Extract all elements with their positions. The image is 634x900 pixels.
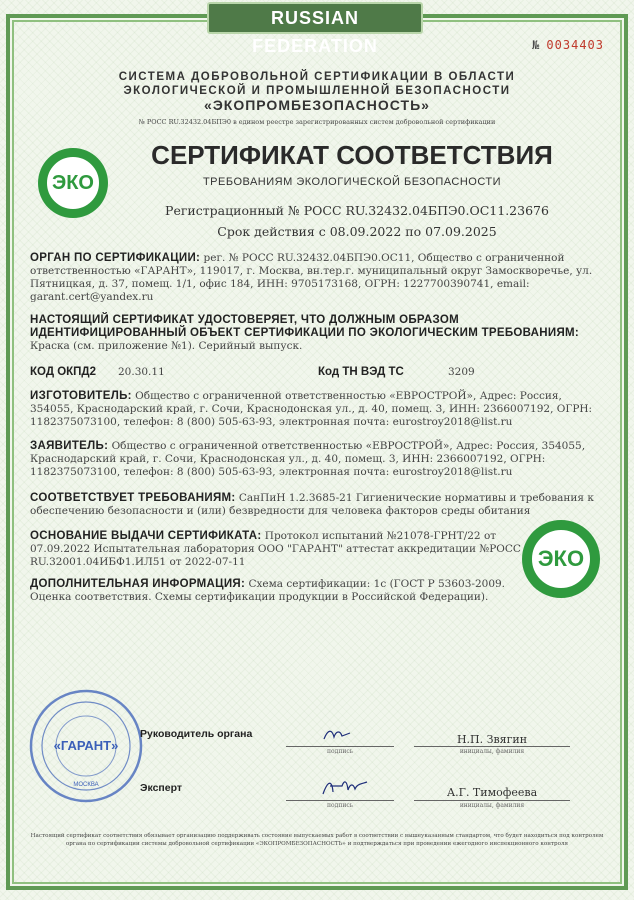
basis-section bbox=[30, 530, 524, 569]
eco-logo-side-text: ЭКО bbox=[530, 528, 592, 590]
maker-label: ИЗГОТОВИТЕЛЬ: bbox=[30, 390, 132, 402]
applicant-section bbox=[30, 440, 608, 479]
organ-text: рег. № РОСС RU.32432.04БПЭ0.ОС11, Общество с ограниченной ответственностью «ГАРАНТ», 119017, г. Москва, вн.тер.г. муниципальный округ Замоскворечье, ул. Пятницкая, д. 37, помещ. 1/1, офис 184, ИНН: 9705173168, ОГРН: 1227700390741, email: garant.cert@yandex.ru bbox=[30, 252, 593, 303]
expert-name-caption: инициалы, фамилия bbox=[459, 802, 525, 809]
eco-logo-text: ЭКО bbox=[45, 155, 101, 211]
applicant-label: ЗАЯВИТЕЛЬ: bbox=[30, 440, 109, 452]
head-signature-line bbox=[286, 746, 394, 747]
head-signature-mark bbox=[322, 727, 352, 743]
head-signature-caption: подпись bbox=[327, 748, 353, 755]
serial-prefix: № bbox=[531, 38, 540, 52]
statement-text: Краска (см. приложение №1). Серийный выпуск. bbox=[30, 340, 303, 352]
registration-number: РОСС RU.32432.04БПЭ0.ОС11.23676 bbox=[303, 203, 549, 218]
system-name: «ЭКОПРОМБЕЗОПАСНОСТЬ» bbox=[204, 97, 430, 113]
eco-logo-side bbox=[522, 520, 600, 598]
organ-stamp bbox=[28, 688, 144, 804]
okpd-label: КОД ОКПД2 bbox=[30, 366, 97, 378]
expert-name-line bbox=[414, 800, 570, 801]
expert-signature-caption: подпись bbox=[327, 802, 353, 809]
stamp-city-text: МОСКВА bbox=[73, 782, 99, 788]
system-line-2: ЭКОЛОГИЧЕСКОЙ И ПРОМЫШЛЕННОЙ БЕЗОПАСНОСТИ bbox=[123, 85, 511, 97]
country-ribbon: RUSSIAN FEDERATION bbox=[207, 2, 423, 34]
statement-section bbox=[30, 314, 608, 353]
system-line-1: СИСТЕМА ДОБРОВОЛЬНОЙ СЕРТИФИКАЦИИ В ОБЛАСТИ bbox=[118, 71, 516, 83]
expert-signature-line bbox=[286, 800, 394, 801]
organ-section bbox=[30, 252, 608, 304]
registration-label: Регистрационный № bbox=[165, 203, 300, 218]
validity-label: Срок действия с bbox=[217, 224, 326, 239]
okpd-value: 20.30.11 bbox=[118, 366, 165, 378]
complies-text: СанПиН 1.2.3685-21 Гигиенические нормативы и требования к обеспечению безопасности и (или) безвредности для человека факторов среды обитания bbox=[30, 492, 594, 517]
basis-text: Протокол испытаний №21078-ГРНТ/22 от 07.09.2022 Испытательная лаборатория ООО "ГАРАНТ" аттестат аккредитации №РОСС RU.32001.04ИБФ1.ИЛ51 от 2022-07-11 bbox=[30, 530, 521, 568]
complies-section bbox=[30, 492, 608, 518]
head-name-line bbox=[414, 746, 570, 747]
maker-section bbox=[30, 390, 608, 429]
registration-line bbox=[150, 203, 564, 218]
valid-from: 08.09.2022 bbox=[329, 224, 402, 239]
extra-text: Схема сертификации: 1с (ГОСТ Р 53603-2009. Оценка соответствия. Схемы сертификации продукции в Российской Федерации). bbox=[30, 578, 506, 603]
registry-note: № РОСС RU.32432.04БПЭ0 в едином реестре зарегистрированных систем добровольной сертификации bbox=[138, 118, 496, 126]
organ-label: ОРГАН ПО СЕРТИФИКАЦИИ: bbox=[30, 252, 201, 264]
stamp-center-text: «ГАРАНТ» bbox=[53, 738, 119, 753]
expert-name: А.Г. Тимофеева bbox=[446, 786, 538, 799]
statement-heading: НАСТОЯЩИЙ СЕРТИФИКАТ УДОСТОВЕРЯЕТ, ЧТО ДОЛЖНЫМ ОБРАЗОМ ИДЕНТИФИЦИРОВАННЫЙ ОБЪЕКТ СЕРТИФИКАЦИИ ПО ЭКОЛОГИЧЕСКИМ ТРЕБОВАНИЯМ: bbox=[30, 314, 580, 339]
head-name: Н.П. Звягин bbox=[456, 733, 528, 746]
basis-label: ОСНОВАНИЕ ВЫДАЧИ СЕРТИФИКАТА: bbox=[30, 530, 262, 542]
head-label: Руководитель органа bbox=[140, 728, 253, 740]
serial-value: 0034403 bbox=[546, 38, 604, 52]
valid-to: 07.09.2025 bbox=[425, 224, 497, 239]
eco-logo-top bbox=[38, 148, 108, 218]
validity-line bbox=[150, 224, 564, 239]
serial-number bbox=[532, 38, 604, 52]
valid-to-label: по bbox=[405, 224, 422, 239]
extra-section bbox=[30, 578, 524, 604]
head-name-caption: инициалы, фамилия bbox=[459, 748, 525, 755]
applicant-text: Общество с ограниченной ответственностью «ЕВРОСТРОЙ», Адрес: Россия, 354055, Краснодарский край, г. Сочи, Краснодонская ул., д. 40, помещ. 3, ИНН: 2366007192, ОГРН: 1182375073100, телефон: 8 (800) 505-63-93, электронная почта: eurostroy2018@list.ru bbox=[30, 440, 586, 478]
extra-label: ДОПОЛНИТЕЛЬНАЯ ИНФОРМАЦИЯ: bbox=[30, 578, 246, 590]
tnved-value: 3209 bbox=[448, 366, 475, 378]
codes-row bbox=[30, 366, 608, 378]
expert-signature-mark bbox=[320, 776, 370, 798]
certificate-title: СЕРТИФИКАТ СООТВЕТСТВИЯ bbox=[151, 140, 553, 170]
system-heading bbox=[20, 70, 614, 112]
certificate-subtitle: ТРЕБОВАНИЯМ ЭКОЛОГИЧЕСКОЙ БЕЗОПАСНОСТИ bbox=[202, 176, 502, 188]
maker-text: Общество с ограниченной ответственностью «ЕВРОСТРОЙ», Адрес: Россия, 354055, Краснодарский край, г. Сочи, Краснодонская ул., д. 40, помещ. 3, ИНН: 2366007192, ОГРН: 1182375073100, телефон: 8 (800) 505-63-93, электронная почта: eurostroy2018@list.ru bbox=[30, 390, 593, 428]
expert-label: Эксперт bbox=[140, 782, 183, 794]
complies-label: СООТВЕТСТВУЕТ ТРЕБОВАНИЯМ: bbox=[30, 492, 236, 504]
footer-note: Настоящий сертификат соответствия обязывает организацию поддерживать состояние выпускаемых работ в соответствии с вышеуказанным стандартом, что будет находиться под контролем органа по сертификации системы добровольной сертификации «ЭКОПРОМБЕЗОПАСНОСТЬ» и подтверждаться при проведении ежегодного инспекционного контроля bbox=[30, 833, 604, 847]
tnved-label: Код ТН ВЭД ТС bbox=[318, 366, 404, 378]
